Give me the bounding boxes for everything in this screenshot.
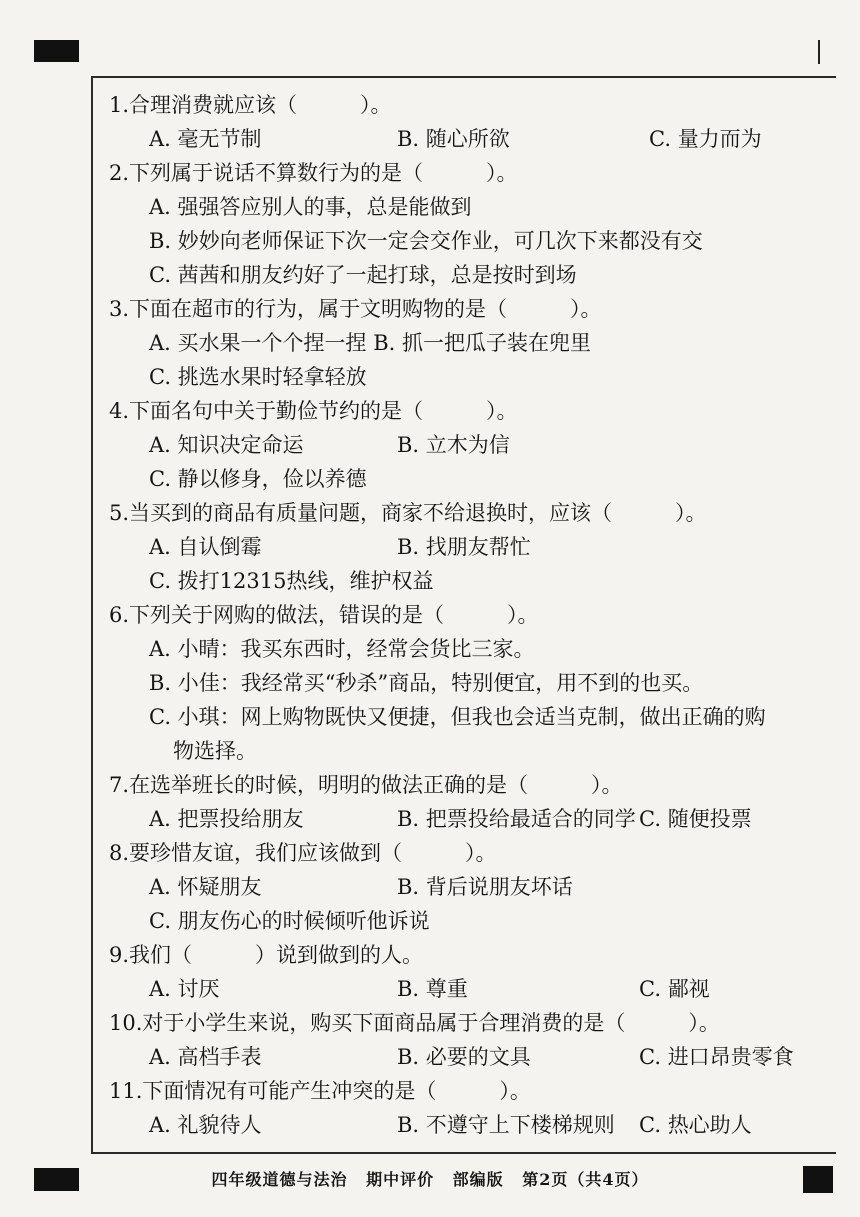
option-c: C. 小琪：网上购物既快又便捷，但我也会适当克制，做出正确的购 <box>149 705 766 729</box>
option-c: C. 拨打12315热线，维护权益 <box>149 569 434 593</box>
question-number: 9. <box>109 943 130 967</box>
question-text: 下列属于说话不算数行为的是（ ）。 <box>129 161 518 185</box>
option-a: A. 高档手表 <box>149 1045 262 1069</box>
option-a: A. 知识决定命运 <box>149 433 304 457</box>
option-b: B. 小佳：我经常买“秒杀”商品，特别便宜，用不到的也买。 <box>149 671 704 695</box>
question-text: 要珍惜友谊，我们应该做到（ ）。 <box>129 841 497 865</box>
question-number: 6. <box>109 603 130 627</box>
option-b: B. 尊重 <box>397 977 468 1001</box>
option-c: C. 茜茜和朋友约好了一起打球，总是按时到场 <box>149 263 577 287</box>
option-b: B. 立木为信 <box>397 433 510 457</box>
option-b: B. 妙妙向老师保证下次一定会交作业，可几次下来都没有交 <box>149 229 703 253</box>
question-10 <box>109 1006 829 1074</box>
question-text: 我们（ ）说到做到的人。 <box>129 943 424 967</box>
registration-mark-top-left <box>34 40 79 62</box>
question-text: 合理消费就应该（ ）。 <box>129 93 392 117</box>
option-a: A. 毫无节制 <box>149 127 262 151</box>
question-9 <box>109 938 829 1006</box>
option-c: C. 鄙视 <box>639 977 710 1001</box>
option-c: C. 热心助人 <box>639 1113 752 1137</box>
question-5 <box>109 496 829 598</box>
question-number: 11. <box>109 1079 143 1103</box>
footer-exam: 期中评价 <box>366 1170 435 1189</box>
question-list <box>109 88 829 1142</box>
question-1 <box>109 88 829 156</box>
option-c: C. 朋友伤心的时候倾听他诉说 <box>149 909 430 933</box>
page-footer <box>0 1167 860 1190</box>
footer-edition: 部编版 <box>452 1170 504 1189</box>
question-number: 10. <box>109 1011 143 1035</box>
footer-page-number: 第2页（共4页） <box>522 1170 649 1189</box>
question-text: 对于小学生来说，购买下面商品属于合理消费的是（ ）。 <box>142 1011 720 1035</box>
option-c: C. 挑选水果时轻拿轻放 <box>149 365 367 389</box>
footer-subject: 四年级道德与法治 <box>211 1170 348 1189</box>
question-3 <box>109 292 829 394</box>
option-b: B. 随心所欲 <box>397 127 510 151</box>
question-number: 1. <box>109 93 130 117</box>
question-number: 8. <box>109 841 130 865</box>
question-11 <box>109 1074 829 1142</box>
question-number: 3. <box>109 297 130 321</box>
registration-tick-top-right <box>818 40 820 64</box>
option-a-b: A. 买水果一个个捏一捏 B. 抓一把瓜子装在兜里 <box>149 331 591 355</box>
option-b: B. 把票投给最适合的同学 <box>397 807 636 831</box>
question-text: 下列关于网购的做法，错误的是（ ）。 <box>129 603 539 627</box>
question-text: 下面在超市的行为，属于文明购物的是（ ）。 <box>129 297 602 321</box>
question-8 <box>109 836 829 938</box>
option-c: C. 随便投票 <box>639 807 752 831</box>
question-number: 4. <box>109 399 130 423</box>
option-a: A. 讨厌 <box>149 977 220 1001</box>
question-text: 当买到的商品有质量问题，商家不给退换时，应该（ ）。 <box>129 501 707 525</box>
question-text: 下面名句中关于勤俭节约的是（ ）。 <box>129 399 518 423</box>
question-6 <box>109 598 829 768</box>
option-c-continuation: 物选择。 <box>173 739 257 763</box>
option-b: B. 背后说朋友坏话 <box>397 875 573 899</box>
option-a: A. 把票投给朋友 <box>149 807 304 831</box>
question-4 <box>109 394 829 496</box>
option-c: C. 进口昂贵零食 <box>639 1045 794 1069</box>
option-b: B. 必要的文具 <box>397 1045 531 1069</box>
option-a: A. 怀疑朋友 <box>149 875 262 899</box>
option-b: B. 不遵守上下楼梯规则 <box>397 1113 615 1137</box>
question-number: 5. <box>109 501 130 525</box>
option-c: C. 静以修身，俭以养德 <box>149 467 367 491</box>
question-number: 2. <box>109 161 130 185</box>
option-a: A. 小晴：我买东西时，经常会货比三家。 <box>149 637 535 661</box>
option-c: C. 量力而为 <box>649 127 762 151</box>
option-a: A. 礼貌待人 <box>149 1113 262 1137</box>
question-text: 在选举班长的时候，明明的做法正确的是（ ）。 <box>129 773 623 797</box>
question-text: 下面情况有可能产生冲突的是（ ）。 <box>142 1079 531 1103</box>
option-b: B. 找朋友帮忙 <box>397 535 531 559</box>
question-number: 7. <box>109 773 130 797</box>
option-a: A. 强强答应别人的事，总是能做到 <box>149 195 472 219</box>
question-7 <box>109 768 829 836</box>
question-2 <box>109 156 829 292</box>
option-a: A. 自认倒霉 <box>149 535 262 559</box>
